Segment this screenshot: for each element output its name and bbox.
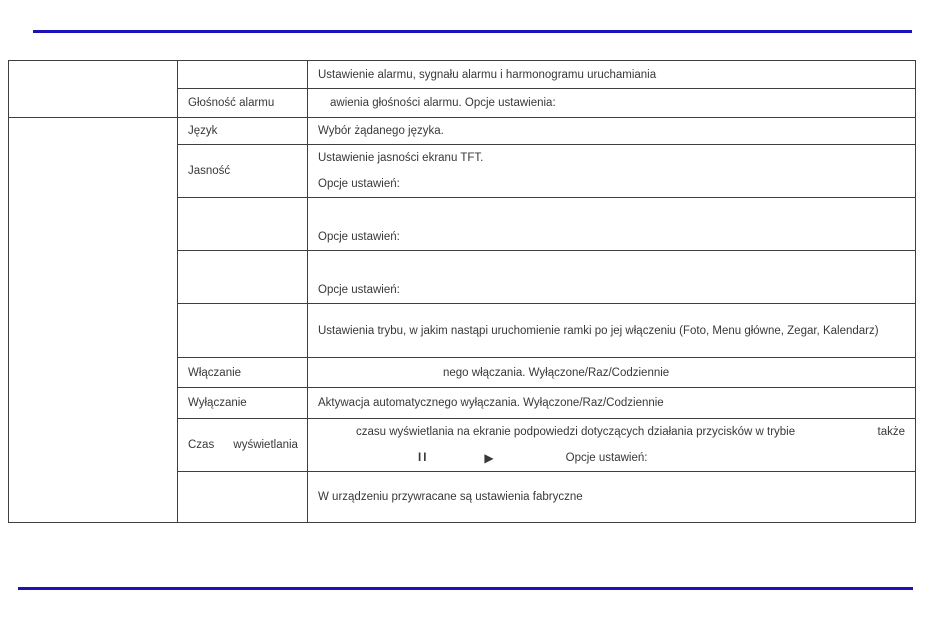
language-label: Język (188, 125, 218, 137)
factory-reset-desc: W urządzeniu przywracane są ustawienia fabryczne (318, 491, 583, 503)
setting-label-cell (178, 472, 308, 523)
setting-label-cell (178, 145, 308, 198)
setting-desc-cell (308, 198, 916, 251)
setting-desc-cell (308, 472, 916, 523)
category-cell-top (9, 61, 178, 118)
setting-label-cell (178, 89, 308, 118)
alarm-volume-label: Głośność alarmu (188, 97, 275, 109)
setting-label-cell (178, 358, 308, 388)
category-cell-main (9, 118, 178, 523)
auto-on-label: Włączanie (188, 366, 242, 379)
setting-desc-cell (308, 145, 916, 198)
setting-desc-cell (308, 304, 916, 358)
setting-desc-cell (308, 89, 916, 118)
settings-table (8, 60, 916, 523)
setting-a-desc-line2: Opcje ustawień: (318, 231, 400, 243)
setting-desc-cell (308, 61, 916, 89)
display-time-desc-text: czasu wyświetlania na ekranie podpowiedzi dotyczących działania przycisków w trybie (356, 426, 796, 438)
play-icon: ▶ (484, 451, 494, 465)
setting-label-cell (178, 61, 308, 89)
setting-label-cell (178, 251, 308, 304)
table-row (9, 118, 916, 145)
auto-off-label: Wyłączanie (188, 397, 247, 409)
setting-label-cell (178, 118, 308, 145)
display-time-desc-right: także (877, 426, 905, 438)
alarm-volume-desc: awienia głośności alarmu. Opcje ustawienia: (330, 97, 556, 109)
setting-label-cell (178, 419, 308, 472)
startup-mode-desc: Ustawienia trybu, w jakim nastąpi uruchomienie ramki po jej włączeniu (Foto, Menu główne, Zegar, Kalendarz) (318, 324, 879, 337)
brightness-label: Jasność (188, 165, 231, 177)
hidden-desc-line (318, 251, 905, 277)
table-row (9, 61, 916, 89)
alarm-desc: Ustawienie alarmu, sygnału alarmu i harmonogramu uruchamiania (318, 68, 657, 81)
brightness-desc-line1: Ustawienie jasności ekranu TFT. (318, 152, 484, 164)
display-time-desc-line2-text: Opcje ustawień: (565, 452, 648, 464)
pause-icon: II (418, 451, 429, 465)
display-time-desc-line1 (318, 419, 905, 445)
auto-off-desc: Aktywacja automatycznego wyłączania. Wyłączone/Raz/Codziennie (318, 397, 664, 409)
hidden-desc-line (318, 198, 905, 224)
setting-desc-cell (308, 118, 916, 145)
setting-b-desc-line2: Opcje ustawień: (318, 284, 400, 296)
setting-label-cell (178, 198, 308, 251)
setting-desc-cell (308, 388, 916, 419)
setting-label-cell (178, 304, 308, 358)
display-time-desc-line2 (318, 445, 905, 471)
language-desc: Wybór żądanego języka. (318, 125, 444, 137)
setting-desc-cell (308, 251, 916, 304)
auto-on-desc: nego włączania. Wyłączone/Raz/Codziennie (443, 366, 670, 379)
brightness-desc-line2: Opcje ustawień: (318, 178, 400, 190)
setting-label-cell (178, 388, 308, 419)
header-rule (33, 30, 912, 33)
footer-rule (18, 587, 913, 590)
setting-desc-cell (308, 358, 916, 388)
display-time-label: Czas wyświetlania (188, 439, 298, 451)
setting-desc-cell (308, 419, 916, 472)
